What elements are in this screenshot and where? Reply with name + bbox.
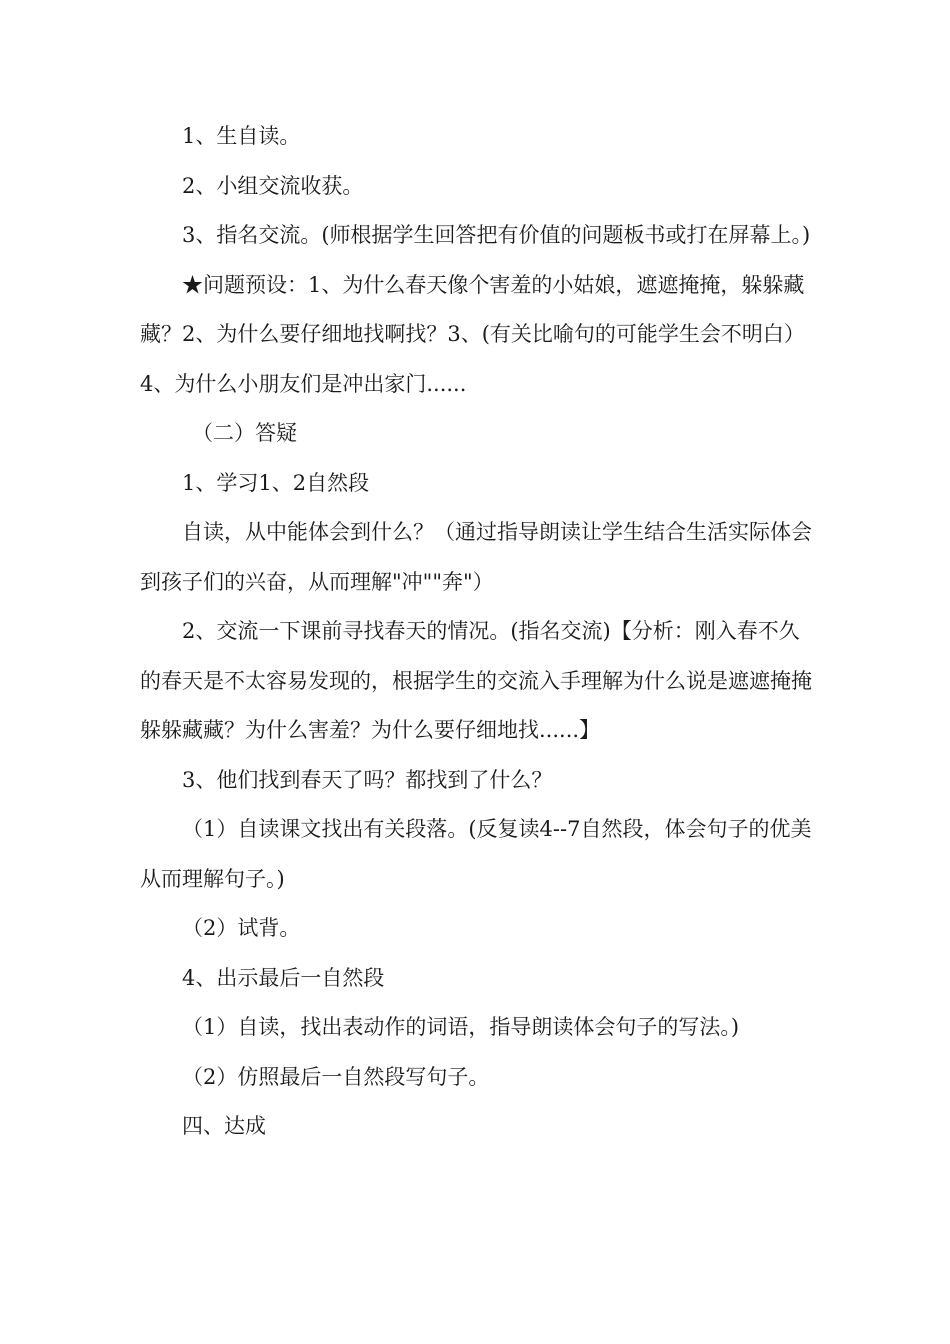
paragraph-sub-4: （2）仿照最后一自然段写句子。	[182, 1064, 490, 1089]
paragraph-found-spring: 3、他们找到春天了吗？都找到了什么？	[182, 767, 553, 792]
paragraph-last-section: 4、出示最后一自然段	[182, 965, 385, 990]
paragraph-step-1: 1、生自读。	[182, 124, 301, 148]
paragraph-sub-1: （1）自读课文找出有关段落。(反复读4--7自然段，体会句子的优美从而理解句子。)	[140, 817, 812, 891]
section-heading-answer: （二）答疑	[192, 421, 297, 445]
paragraph-self-read: 自读，从中能体会到什么？（通过指导朗读让学生结合生活实际体会到孩子们的兴奋，从而理解"冲""奔"）	[140, 520, 812, 594]
paragraph-step-3: 3、指名交流。(师根据学生回答把有价值的问题板书或打在屏幕上。)	[182, 223, 811, 247]
paragraph-exchange: 2、交流一下课前寻找春天的情况。(指名交流)【分析：刚入春不久的春天是不太容易发现的，根据学生的交流入手理解为什么说是遮遮掩掩躲躲藏藏？为什么害羞？为什么要仔细地找......】	[140, 619, 812, 742]
section-heading-achieve: 四、达成	[182, 1114, 266, 1138]
paragraph-sub-3: （1）自读，找出表动作的词语，指导朗读体会句子的写法。)	[182, 1015, 740, 1039]
paragraph-study-1-2: 1、学习1、2自然段	[182, 470, 370, 495]
paragraph-sub-2: （2）试背。	[182, 916, 301, 940]
paragraph-step-2: 2、小组交流收获。	[182, 173, 364, 198]
paragraph-question-preset: ★问题预设：1、为什么春天像个害羞的小姑娘，遮遮掩掩，躲躲藏藏？2、为什么要仔细地找啊找？3、(有关比喻句的可能学生会不明白）4、为什么小朋友们是冲出家门......	[140, 272, 805, 396]
document-body	[140, 112, 812, 1152]
